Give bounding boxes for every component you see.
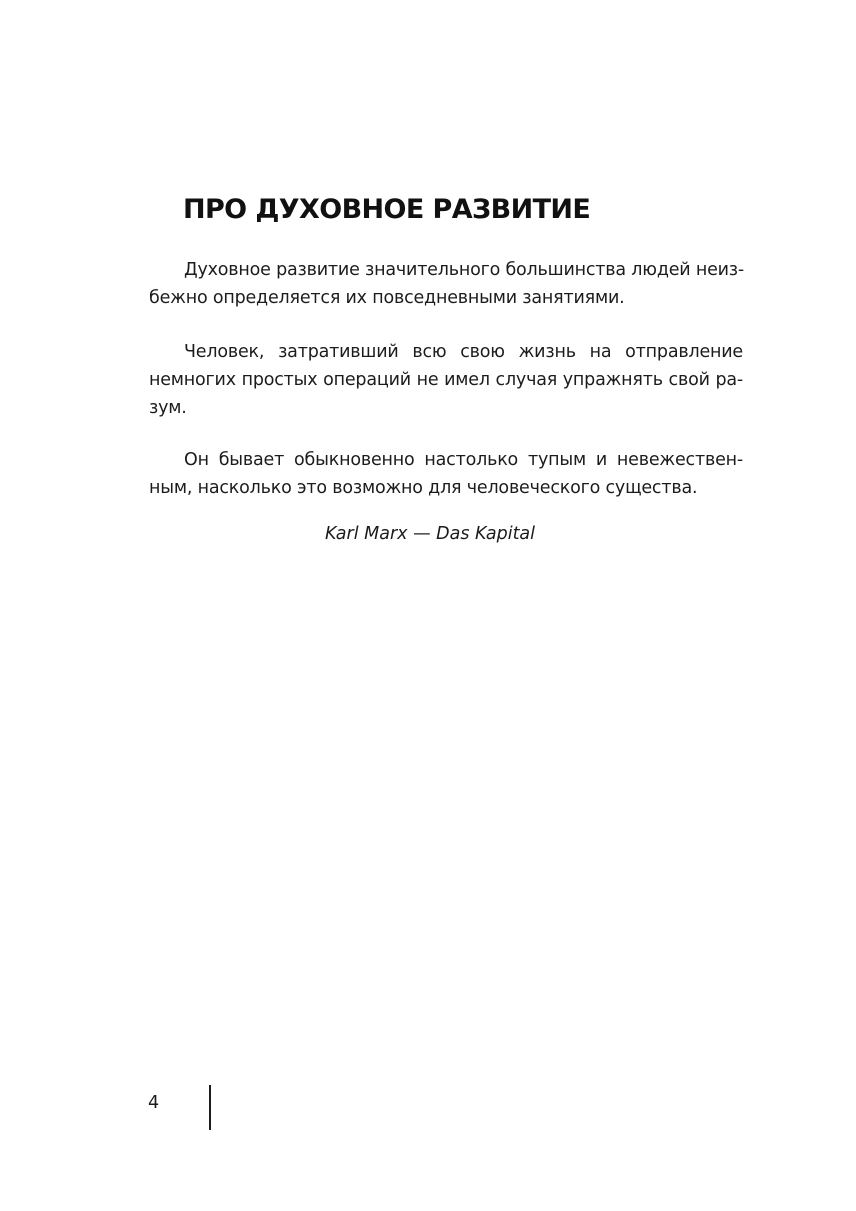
paragraph-line: зум.	[149, 398, 187, 418]
paragraph-line: Человек, затративший всю свою жизнь на отправление	[184, 342, 743, 362]
paragraph-2	[149, 338, 743, 422]
page-number: 4	[148, 1093, 160, 1113]
paragraph-line: Он бывает обыкновенно настолько тупым и невежествен-	[184, 450, 743, 470]
paragraph-line: ным, насколько это возможно для человеческого существа.	[149, 478, 698, 498]
paragraph-line: Духовное развитие значительного большинства людей неиз-	[184, 260, 745, 280]
paragraph-3	[149, 446, 743, 502]
page-title: ПРО ДУХОВНОЕ РАЗВИТИЕ	[183, 194, 591, 225]
page-number-divider	[209, 1085, 211, 1130]
quote-attribution: Karl Marx — Das Kapital	[324, 524, 536, 544]
paragraph-line: бежно определяется их повседневными занятиями.	[149, 288, 625, 308]
paragraph-line: немногих простых операций не имел случая упражнять свой ра-	[149, 370, 743, 390]
paragraph-1	[149, 256, 743, 312]
